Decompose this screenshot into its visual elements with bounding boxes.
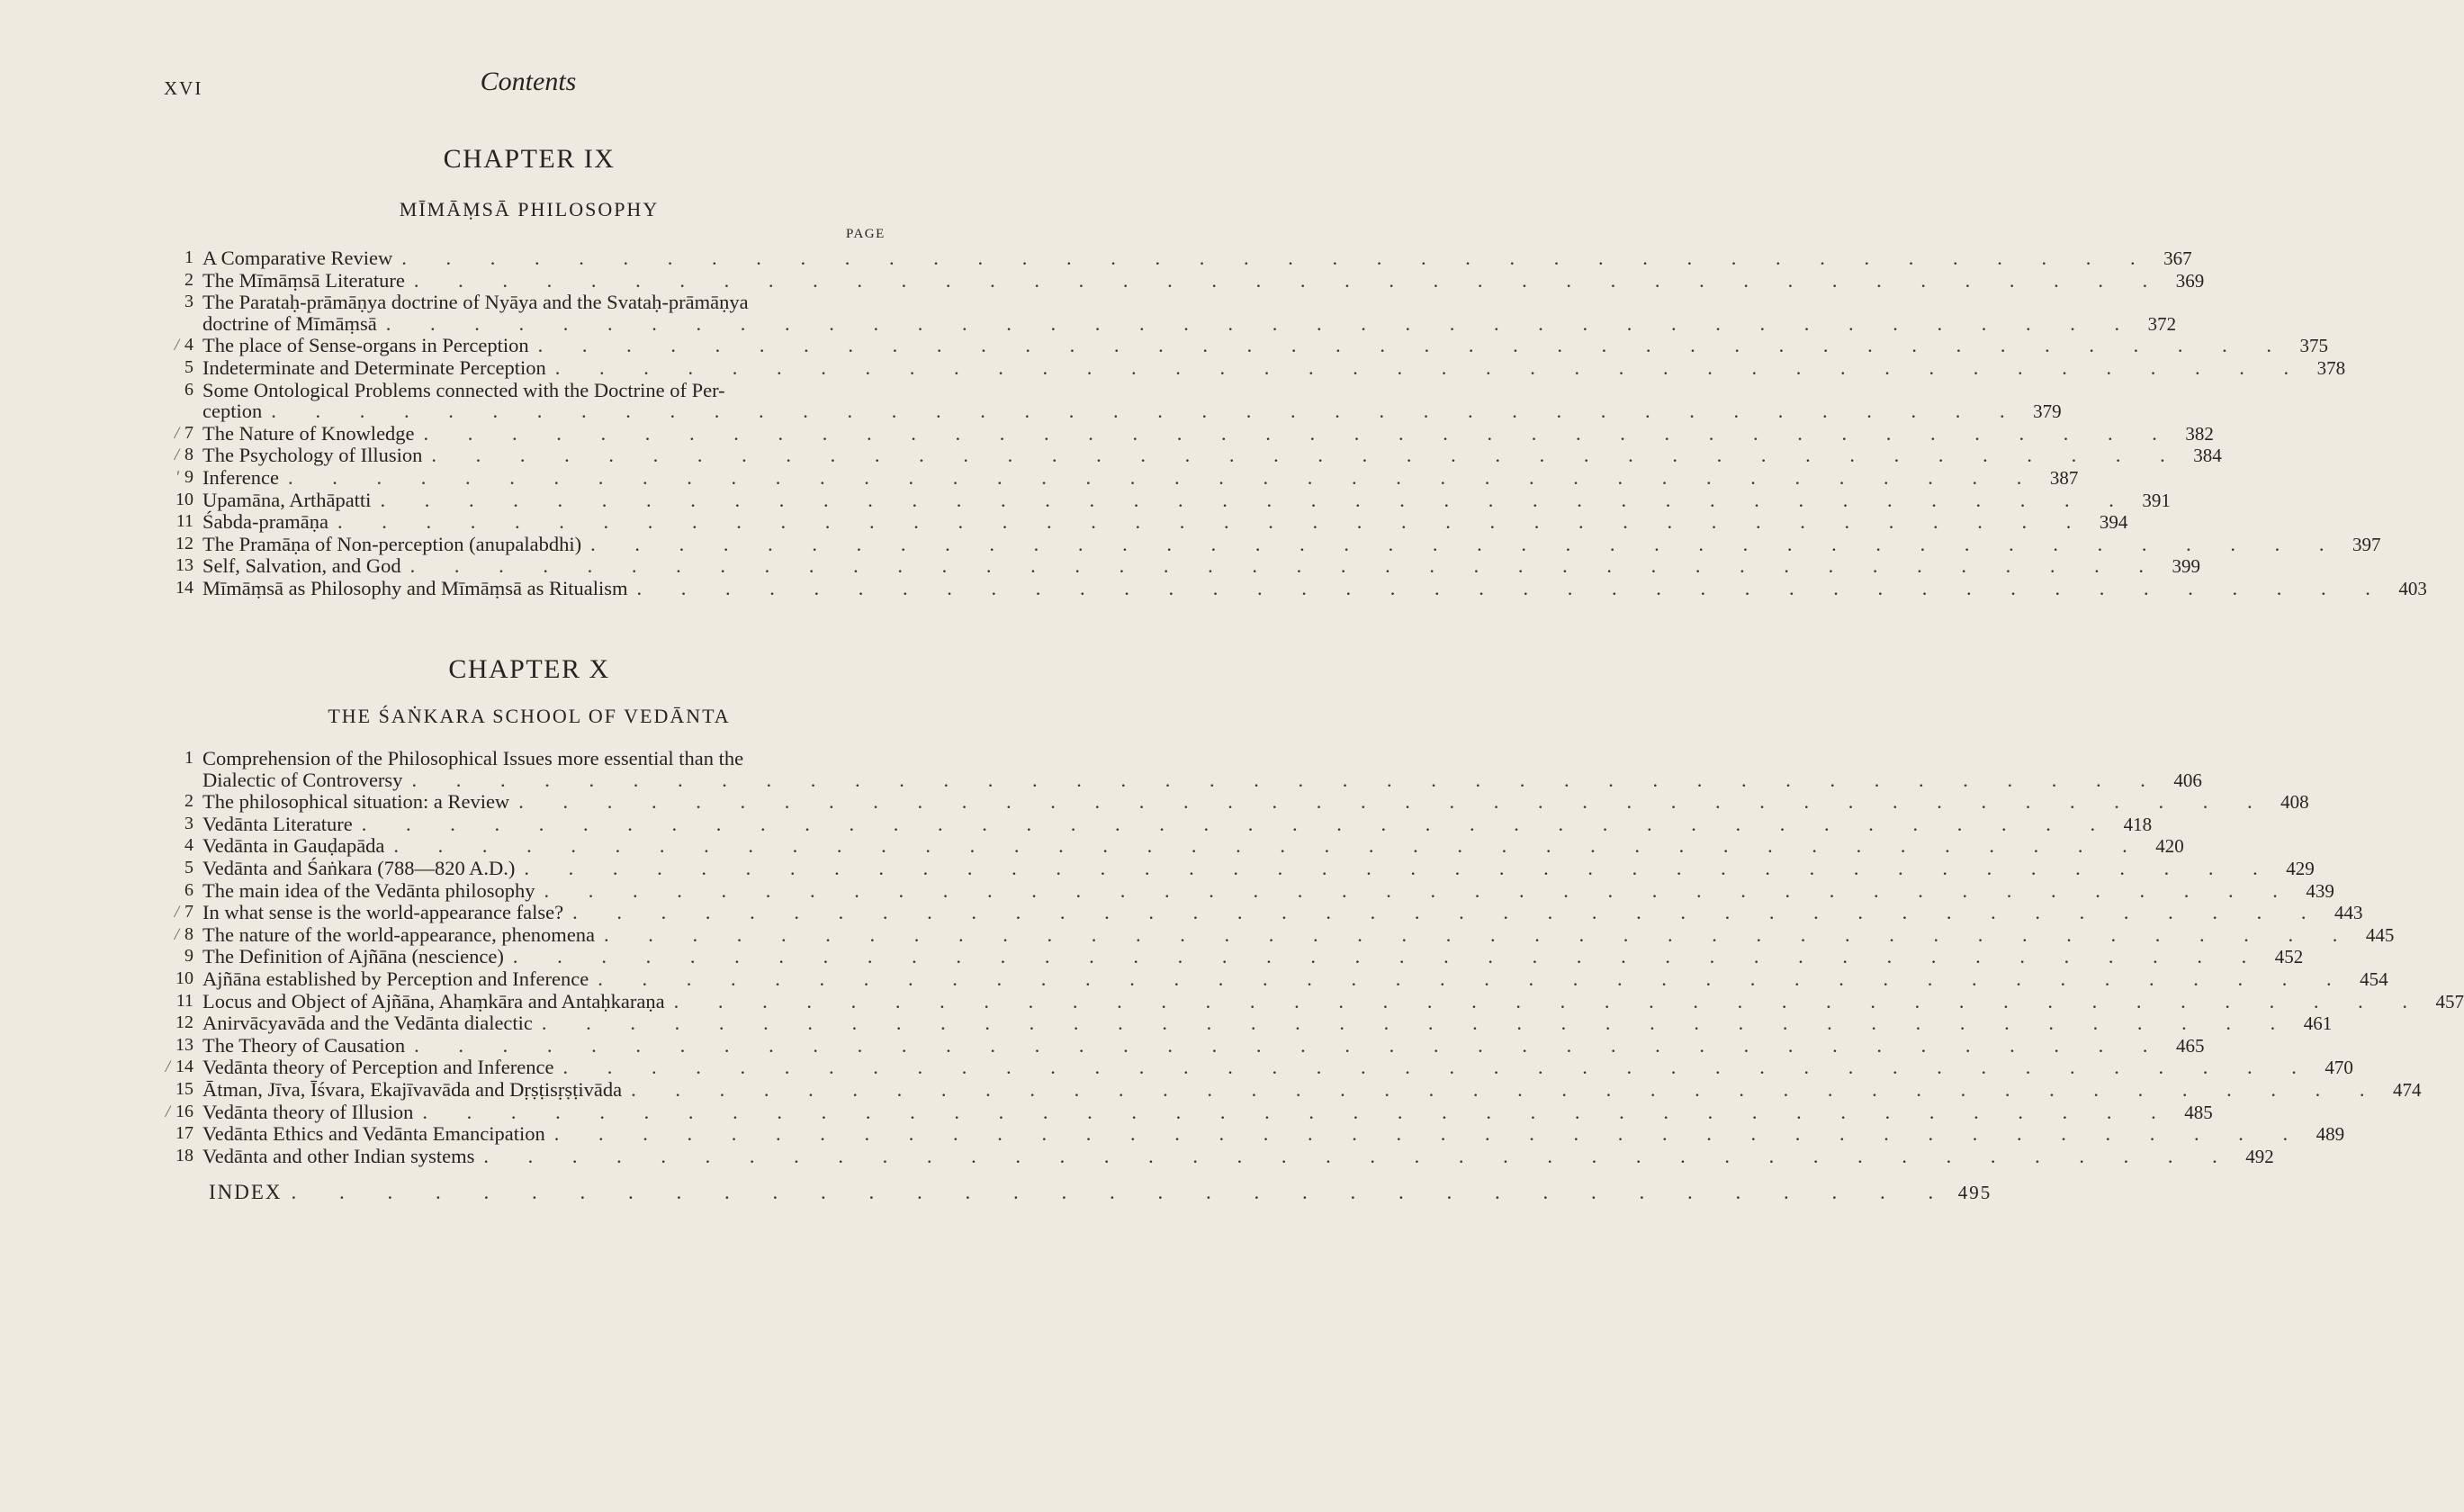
pencil-mark: / xyxy=(165,1058,170,1077)
entry-line xyxy=(202,856,2315,880)
entry-title: Ātman, Jīva, Īśvara, Ekajīvavāda and Dṛṣṭisṛṣṭivāda xyxy=(202,1077,623,1101)
entry-title: Upamāna, Arthāpatti xyxy=(202,488,372,511)
page-number: 457 xyxy=(2435,990,2464,1012)
chapter-10-heading xyxy=(164,654,895,685)
entry-number: 6 xyxy=(184,879,193,900)
toc-entry xyxy=(153,532,2381,556)
entry-line xyxy=(202,444,2222,467)
toc-entry xyxy=(153,1056,2353,1079)
entry-line xyxy=(202,1077,2422,1102)
entry-number: 10 xyxy=(175,489,193,509)
entry-number: 12 xyxy=(175,1012,193,1033)
entry-title: A Comparative Review xyxy=(202,247,393,269)
entry-line xyxy=(202,247,2192,270)
entry-number-cell xyxy=(153,814,202,836)
page-number: 439 xyxy=(2306,879,2334,902)
pencil-mark: / xyxy=(174,423,179,443)
entry-number: 4 xyxy=(184,335,193,356)
toc-entry xyxy=(153,1033,2205,1058)
page-number: 382 xyxy=(2185,422,2214,445)
index-page: 495 xyxy=(1957,1182,1992,1203)
entry-line xyxy=(202,334,2328,357)
dot-leader: . . . . . . . . . . . . . . . . . . . . . . . . . . . . . . . . . . . . . . . . xyxy=(287,465,2039,489)
dot-leader: . . . . . . . . . . . . . . . . . . . . . . . . . . . . . . . . . . . . . . . . xyxy=(590,532,2342,555)
pencil-mark: / xyxy=(174,924,179,944)
entry-number-cell xyxy=(153,1123,202,1146)
pencil-mark: ' xyxy=(175,467,179,487)
toc-entry xyxy=(153,291,2177,335)
folio: XVI xyxy=(164,77,203,99)
chapter-title: CHAPTER IX xyxy=(443,144,616,174)
entry-title: Śabda-pramāṇa xyxy=(202,510,328,534)
entry-number: 5 xyxy=(184,857,193,878)
chapter-9-heading xyxy=(164,144,895,175)
page-number: 418 xyxy=(2123,813,2153,835)
dot-leader: . . . . . . . . . . . . . . . . . . . . . . . . . . . . . . . . . . . . . . . . xyxy=(393,834,2145,858)
page-header xyxy=(164,65,893,110)
entry-line xyxy=(202,790,2309,814)
entry-number: 2 xyxy=(184,791,193,812)
entry-number: 9 xyxy=(184,466,193,487)
dot-leader: . . . . . . . . . . . . . . . . . . . . . . . . . . . . . . . . . . . . . . . . xyxy=(483,1144,2235,1167)
entry-line xyxy=(202,1056,2353,1079)
dot-leader: . . . . . . . . . . . . . . . . . . . . . . . . . . . . . . . . . . . . . . . . xyxy=(553,1122,2306,1146)
dot-leader: . . . . . . . . . . . . . . . . . . . . . . . . . . . . . . . . . . . . . . . . xyxy=(409,554,2161,578)
entry-title: Inference xyxy=(202,465,279,489)
dot-leader: . . . . . . . . . . . . . . . . . . . . . . . . . . . . . . . . . . . . . . . . xyxy=(554,356,2307,379)
entry-number-cell xyxy=(153,1012,202,1035)
entry-number: 15 xyxy=(175,1078,193,1099)
entry-line xyxy=(202,268,2205,292)
entry-title: The Pramāṇa of Non-perception (anupalabdhi) xyxy=(202,532,582,555)
page-number: 443 xyxy=(2334,902,2363,924)
entry-line xyxy=(202,380,898,401)
page-number: 399 xyxy=(2172,555,2200,578)
pencil-mark: / xyxy=(174,336,179,356)
entry-number-cell xyxy=(153,335,202,357)
entry-title: Vedānta Ethics and Vedānta Emancipation xyxy=(202,1122,545,1146)
entry-title: Dialectic of Controversy xyxy=(202,768,403,791)
entry-number: 5 xyxy=(184,356,193,377)
entry-title: Vedānta in Gauḍapāda xyxy=(202,834,385,858)
entry-number: 1 xyxy=(184,248,193,267)
toc-entry xyxy=(153,268,2205,292)
entry-title: Anirvācyavāda and the Vedānta dialectic xyxy=(202,1012,533,1035)
entry-line xyxy=(202,945,2304,968)
entry-number-cell xyxy=(153,511,202,534)
dot-leader: . . . . . . . . . . . . . . . . . . . . . . . . . . . . . . . . . . . . . . . . xyxy=(401,247,2153,269)
entry-number-cell xyxy=(153,968,202,991)
entry-line xyxy=(202,1033,2205,1058)
entry-title: The place of Sense-organs in Perception xyxy=(202,334,529,357)
entry-number: 17 xyxy=(175,1123,193,1144)
entry-number-cell xyxy=(153,880,202,903)
dot-leader: . . . . . . . . . . . . . . . . . . . . . . . . . . . . . . . . . . . . . . . . xyxy=(414,1033,2165,1057)
toc-entry xyxy=(153,747,2202,791)
entry-title: The Theory of Causation xyxy=(202,1033,406,1057)
chapter-9-contents xyxy=(153,247,2427,600)
toc-entry xyxy=(153,834,2184,858)
dot-leader: . . . . . . . . . . . . . . . . . . . . . . . . . . . . . . . . . . . . . . . . xyxy=(411,768,2163,791)
toc-entry xyxy=(153,247,2192,270)
entry-number: 3 xyxy=(184,813,193,833)
toc-entry xyxy=(153,1077,2422,1102)
page-number: 452 xyxy=(2274,946,2304,968)
entry-line xyxy=(202,922,2395,947)
pencil-mark: / xyxy=(174,446,179,465)
entry-line xyxy=(202,356,2346,380)
entry-title: Vedānta theory of Perception and Inference xyxy=(202,1056,554,1079)
entry-line xyxy=(202,311,2177,336)
entry-number-cell xyxy=(153,1035,202,1058)
entry-line xyxy=(202,1122,2345,1146)
chapter-subtitle: MĪMĀṂSĀ PHILOSOPHY xyxy=(399,198,660,220)
entry-title: The Definition of Ajñāna (nescience) xyxy=(202,945,504,968)
entry-title: Vedānta Literature xyxy=(202,812,353,835)
toc-entry xyxy=(153,1144,2274,1168)
dot-leader: . . . . . . . . . . . . . . . . . . . . . . . . . . . . . . . . . . . . . . . . xyxy=(431,444,2182,467)
entry-line xyxy=(202,554,2200,578)
toc-entry xyxy=(153,465,2079,490)
entry-number-cell xyxy=(153,292,202,335)
entry-number: 11 xyxy=(175,990,193,1011)
page-number: 461 xyxy=(2303,1012,2333,1035)
dot-leader: . . . . . . . . . . . . . . . . . . . . . . . . . . . . . . . . . . . . . . . . xyxy=(544,878,2295,902)
page-number: 397 xyxy=(2352,533,2381,555)
entry-number-cell xyxy=(153,380,202,423)
page-number: 474 xyxy=(2392,1078,2422,1101)
toc-entry xyxy=(153,421,2214,446)
page-number: 375 xyxy=(2299,335,2328,357)
dot-leader: . . . . . . . . . . . . . . . . . . . . . . . . . . . . . . . . . . . . . . . . xyxy=(422,1100,2173,1123)
dot-leader: . . . . . . . . . . . . . . . . . . . . . . . . . . . . . . . . . . . . . . . . xyxy=(271,400,2022,423)
toc-entry xyxy=(153,812,2153,836)
entry-title: The philosophical situation: a Review xyxy=(202,790,510,814)
page-number: 492 xyxy=(2245,1145,2274,1167)
dot-leader: . . . . . . . . . . . . . . . . . . . . . . . . . . . . . . . . . . . . . . . . xyxy=(518,790,2270,814)
entry-number: 2 xyxy=(184,269,193,290)
entry-number-cell xyxy=(153,791,202,814)
dot-leader: . . . . . . . . . . . . . . . . . . . . . . . . . . . . . . . . . . . . . . . . xyxy=(562,1056,2314,1079)
entry-line xyxy=(202,834,2184,858)
entry-number: 7 xyxy=(184,902,193,922)
entry-title: Vedānta and Śaṅkara (788—820 A.D.) xyxy=(202,856,516,879)
entry-number: 8 xyxy=(184,445,193,465)
entry-line xyxy=(202,510,2128,534)
page-number: 420 xyxy=(2155,835,2184,858)
entry-number-cell xyxy=(153,248,202,270)
entry-line xyxy=(202,967,2388,991)
page-number: 394 xyxy=(2099,511,2128,534)
entry-title: The Parataḥ-prāmāṇya doctrine of Nyāya and the Svataḥ-prāmāṇya xyxy=(202,291,749,314)
entry-line xyxy=(202,421,2214,446)
entry-number-cell xyxy=(153,858,202,880)
chapter-10-contents xyxy=(153,747,2464,1167)
dot-leader: . . . . . . . . . . . . . . . . . . . . . . . . . . . . . . . . . . . . . . . . xyxy=(537,334,2289,357)
entry-title: ception xyxy=(202,400,263,423)
entry-number: 13 xyxy=(175,555,193,576)
entry-number-cell xyxy=(153,991,202,1013)
index-label: INDEX xyxy=(209,1181,283,1203)
dot-leader: . . . . . . . . . . . . . . . . . . . . . . . . . . . . . . . . . . . xyxy=(291,1181,1953,1203)
page-number: 369 xyxy=(2175,269,2205,292)
page-number: 408 xyxy=(2280,791,2309,814)
toc-entry xyxy=(153,576,2427,600)
entry-line xyxy=(202,878,2334,903)
entry-number-cell xyxy=(153,748,202,791)
toc-entry xyxy=(153,967,2388,991)
entry-number: 9 xyxy=(184,946,193,967)
entry-number-cell xyxy=(153,1146,202,1168)
toc-entry xyxy=(153,790,2309,814)
entry-number: 4 xyxy=(184,835,193,856)
page-number: 470 xyxy=(2325,1057,2353,1079)
entry-number-cell xyxy=(153,924,202,947)
entry-number: 3 xyxy=(184,292,193,312)
entry-line xyxy=(202,1012,2333,1035)
entry-number-cell xyxy=(153,902,202,924)
entry-title: Some Ontological Problems connected with the Doctrine of Per- xyxy=(202,378,725,401)
entry-title: Indeterminate and Determinate Perception xyxy=(202,356,546,379)
entry-number-cell xyxy=(153,1102,202,1124)
entry-line xyxy=(202,989,2464,1013)
toc-entry xyxy=(153,444,2222,467)
entry-title: The Mīmāṃsā Literature xyxy=(202,268,405,292)
entry-number: 8 xyxy=(184,923,193,944)
page-number: 403 xyxy=(2398,577,2427,599)
dot-leader: . . . . . . . . . . . . . . . . . . . . . . . . . . . . . . . . . . . . . . . . xyxy=(631,1077,2382,1101)
pencil-mark: / xyxy=(174,903,179,922)
toc-entry xyxy=(153,378,2062,423)
index-entry xyxy=(209,1181,1992,1204)
entry-line xyxy=(202,1144,2274,1168)
entry-number: 12 xyxy=(175,533,193,554)
page-number: 429 xyxy=(2286,857,2315,879)
entry-title: Comprehension of the Philosophical Issues more essential than the xyxy=(202,747,744,770)
toc-entry xyxy=(153,901,2363,924)
entry-number-cell xyxy=(153,946,202,968)
entry-title: In what sense is the world-appearance false? xyxy=(202,901,564,924)
entry-number-cell xyxy=(153,445,202,467)
entry-line xyxy=(202,465,2079,490)
entry-line xyxy=(202,576,2427,600)
entry-title: Locus and Object of Ajñāna, Ahaṃkāra and Antaḥkaraṇa xyxy=(202,989,665,1012)
toc-entry xyxy=(153,878,2334,903)
entry-title: doctrine of Mīmāṃsā xyxy=(202,311,377,335)
entry-title: Mīmāṃsā as Philosophy and Mīmāṃsā as Ritualism xyxy=(202,576,628,599)
dot-leader: . . . . . . . . . . . . . . . . . . . . . . . . . . . . . . . . . . . . . . . . xyxy=(572,901,2324,924)
entry-number-cell xyxy=(153,423,202,446)
entry-number: 7 xyxy=(184,422,193,443)
dot-leader: . . . . . . . . . . . . . . . . . . . . . . . . . . . . . . . . . . . . . . . . xyxy=(636,576,2388,599)
dot-leader: . . . . . . . . . . . . . . . . . . . . . . . . . . . . . . . . . . . . . . . . xyxy=(423,421,2174,445)
toc-entry xyxy=(153,510,2128,534)
dot-leader: . . . . . . . . . . . . . . . . . . . . . . . . . . . . . . . . . . . . . . . . xyxy=(361,812,2113,835)
page-number: 378 xyxy=(2316,356,2346,379)
toc-entry xyxy=(153,1012,2333,1035)
entry-line xyxy=(202,532,2381,556)
entry-title: Ajñāna established by Perception and Inference xyxy=(202,967,589,990)
entry-line xyxy=(202,400,2062,423)
page-number: 406 xyxy=(2173,769,2202,791)
toc-entry xyxy=(153,356,2346,380)
entry-number-cell xyxy=(153,1057,202,1079)
dot-leader: . . . . . . . . . . . . . . . . . . . . . . . . . . . . . . . . . . . . . . . . xyxy=(541,1012,2293,1035)
page-number: 384 xyxy=(2193,445,2222,467)
page-number: 465 xyxy=(2176,1034,2205,1057)
entry-line xyxy=(202,768,2202,792)
chapter-9-subheading xyxy=(164,198,895,221)
entry-number-cell xyxy=(153,835,202,858)
chapter-title: CHAPTER X xyxy=(448,654,610,684)
dot-leader: . . . . . . . . . . . . . . . . . . . . . . . . . . . . . . . . . . . . . . . . xyxy=(512,945,2264,968)
dot-leader: . . . . . . . . . . . . . . . . . . . . . . . . . . . . . . . . . . . . . . . . xyxy=(598,967,2349,990)
entry-number: 1 xyxy=(184,748,193,768)
entry-title: The Nature of Knowledge xyxy=(202,421,415,445)
entry-number: 14 xyxy=(175,577,193,598)
pencil-mark: / xyxy=(165,1102,170,1121)
entry-number: 6 xyxy=(184,379,193,400)
dot-leader: . . . . . . . . . . . . . . . . . . . . . . . . . . . . . . . . . . . . . . . . xyxy=(604,922,2355,946)
toc-entry xyxy=(153,945,2304,968)
entry-title: Self, Salvation, and God xyxy=(202,554,401,578)
toc-entry xyxy=(153,989,2464,1013)
dot-leader: . . . . . . . . . . . . . . . . . . . . . . . . . . . . . . . . . . . . . . . . xyxy=(337,510,2089,534)
entry-number-cell xyxy=(153,270,202,292)
entry-line xyxy=(202,292,898,313)
page-number: 387 xyxy=(2049,466,2079,489)
entry-number-cell xyxy=(153,1079,202,1102)
entry-number: 11 xyxy=(175,511,193,532)
page-number: 454 xyxy=(2360,968,2388,990)
toc-entry xyxy=(153,1122,2345,1146)
entry-number-cell xyxy=(153,534,202,556)
dot-leader: . . . . . . . . . . . . . . . . . . . . . . . . . . . . . . . . . . . . . . . . xyxy=(385,311,2137,335)
entry-number: 10 xyxy=(175,968,193,988)
entry-number-cell xyxy=(153,467,202,490)
toc-entry xyxy=(153,554,2200,578)
dot-leader: . . . . . . . . . . . . . . . . . . . . . . . . . . . . . . . . . . . . . . . . xyxy=(413,268,2165,292)
toc-entry xyxy=(153,922,2395,947)
chapter-10-subheading xyxy=(164,705,895,728)
entry-title: The main idea of the Vedānta philosophy xyxy=(202,878,535,902)
running-title: Contents xyxy=(480,67,577,96)
entry-line xyxy=(202,748,898,770)
entry-line xyxy=(202,488,2171,512)
page-number: 379 xyxy=(2033,400,2062,423)
entry-title: Vedānta and other Indian systems xyxy=(202,1144,475,1167)
entry-title: The nature of the world-appearance, phenomena xyxy=(202,922,596,946)
entry-number-cell xyxy=(153,578,202,600)
dot-leader: . . . . . . . . . . . . . . . . . . . . . . . . . . . . . . . . . . . . . . . . xyxy=(524,856,2275,879)
entry-line xyxy=(202,1100,2213,1124)
page-number: 367 xyxy=(2163,248,2192,269)
entry-number: 13 xyxy=(175,1034,193,1055)
entry-title: The Psychology of Illusion xyxy=(202,444,423,467)
page-number: 372 xyxy=(2147,312,2177,335)
page-number: 489 xyxy=(2316,1123,2345,1146)
entry-number-cell xyxy=(153,555,202,578)
page-number: 485 xyxy=(2184,1101,2213,1123)
entry-line xyxy=(202,901,2363,924)
entry-number-cell xyxy=(153,357,202,380)
entry-number: 14 xyxy=(175,1057,193,1077)
entry-number: 16 xyxy=(175,1101,193,1121)
toc-entry xyxy=(153,334,2328,357)
entry-number: 18 xyxy=(175,1145,193,1166)
toc-entry xyxy=(153,488,2171,512)
page-column-label: PAGE xyxy=(846,227,886,241)
chapter-subtitle: THE ŚAṄKARA SCHOOL OF VEDĀNTA xyxy=(328,705,731,727)
entry-line xyxy=(202,812,2153,836)
toc-entry xyxy=(153,856,2315,880)
toc-entry xyxy=(153,1100,2213,1124)
page-number: 445 xyxy=(2365,923,2395,946)
entry-title: Vedānta theory of Illusion xyxy=(202,1100,414,1123)
entry-number-cell xyxy=(153,490,202,512)
page-number: 391 xyxy=(2142,489,2171,511)
dot-leader: . . . . . . . . . . . . . . . . . . . . . . . . . . . . . . . . . . . . . . . . xyxy=(380,488,2131,511)
dot-leader: . . . . . . . . . . . . . . . . . . . . . . . . . . . . . . . . . . . . . . . . xyxy=(673,989,2424,1012)
